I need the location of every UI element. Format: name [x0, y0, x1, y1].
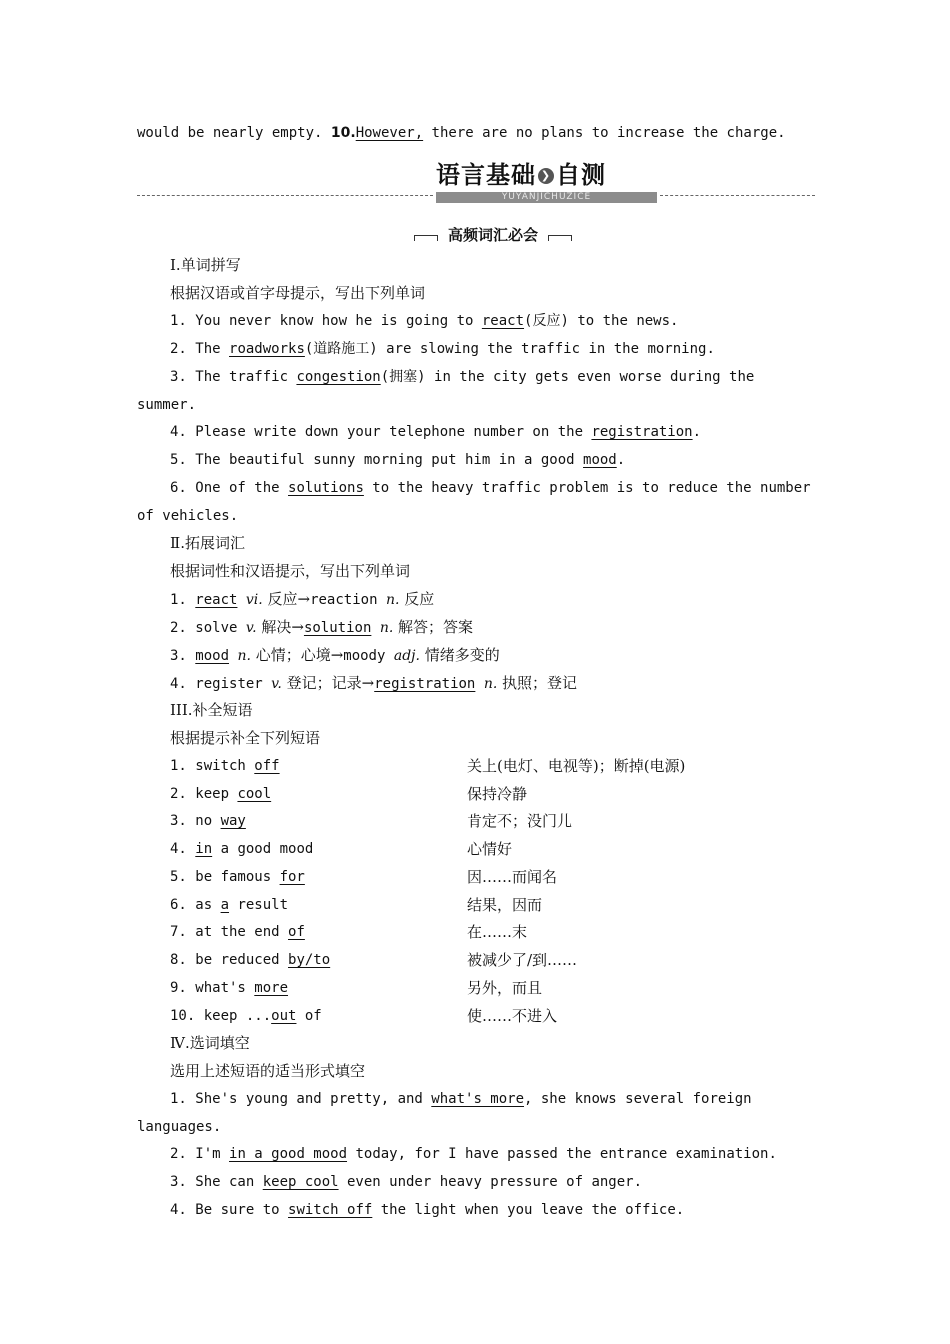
section-pinyin-bar: YUYANJICHUZICE — [436, 192, 657, 203]
section-4-instruction: 选用上述短语的适当形式填空 — [170, 1062, 366, 1080]
exercise-item: 3. The traffic congestion(拥塞) in the city gets even worse during the — [170, 369, 755, 385]
answer-blank: react — [195, 592, 238, 608]
answer-blank: registration — [591, 424, 693, 440]
phrase-meaning: 保持冷静 — [467, 785, 528, 803]
phrase-meaning: 关上(电灯、电视等)；断掉(电源) — [467, 757, 686, 775]
bracket-left-decoration — [414, 235, 438, 241]
answer-blank: of — [288, 924, 305, 940]
section-1-heading: Ⅰ.单词拼写 — [170, 256, 241, 274]
phrase-item: 10. keep ...out of — [170, 1008, 322, 1024]
vocab-item: 3. mood n. 心情；心境→moody adj. 情绪多变的 — [170, 646, 500, 664]
phrase-meaning: 因……而闻名 — [467, 868, 558, 886]
exercise-item: 2. The roadworks(道路施工) are slowing the traffic in the morning. — [170, 341, 715, 357]
answer-blank: way — [220, 813, 246, 829]
fill-in-item: 2. I'm in a good mood today, for I have passed the entrance examination. — [170, 1146, 777, 1162]
answer-blank: out — [271, 1008, 297, 1024]
vocab-item: 1. react vi. 反应→reaction n. 反应 — [170, 590, 435, 608]
answer-blank: a — [220, 897, 230, 913]
answer-blank: switch off — [288, 1202, 373, 1218]
answer-blank: solution — [303, 620, 372, 636]
phrase-item: 7. at the end of — [170, 924, 305, 940]
phrase-item: 3. no way — [170, 813, 246, 829]
phrase-meaning: 心情好 — [467, 840, 513, 858]
section-3-instruction: 根据提示补全下列短语 — [170, 729, 321, 747]
phrase-item: 8. be reduced by/to — [170, 952, 331, 968]
phrase-item: 4. in a good mood — [170, 841, 314, 857]
vocab-item: 4. register v. 登记；记录→registration n. 执照；登记 — [170, 674, 578, 692]
answer-blank: in a good mood — [229, 1146, 348, 1162]
answer-blank: roadworks — [229, 341, 305, 357]
phrase-meaning: 肯定不；没门儿 — [467, 812, 573, 830]
exercise-item: 5. The beautiful sunny morning put him in a good mood. — [170, 452, 626, 468]
chevron-right-icon: ❯ — [538, 168, 554, 184]
phrase-meaning: 使……不进入 — [467, 1007, 558, 1025]
answer-blank: for — [279, 869, 305, 885]
answer-blank: solutions — [288, 480, 364, 496]
carry-over-line: would be nearly empty. 10.However, there are no plans to increase the charge. — [137, 125, 786, 141]
exercise-item-continuation: of vehicles. — [137, 508, 239, 524]
phrase-item: 9. what's more — [170, 980, 289, 996]
section-title: 语言基础 ❯ 自测 — [436, 161, 606, 189]
answer-blank: registration — [374, 676, 476, 692]
answer-blank: by/to — [288, 952, 331, 968]
phrase-meaning: 结果，因而 — [467, 896, 543, 914]
section-3-heading: III.补全短语 — [170, 701, 253, 719]
answer-blank: off — [254, 758, 280, 774]
phrase-item: 6. as a result — [170, 897, 289, 913]
exercise-item-continuation: summer. — [137, 397, 197, 413]
fill-in-item: 3. She can keep cool even under heavy pressure of anger. — [170, 1174, 643, 1190]
exercise-item: 1. You never know how he is going to react(反应) to the news. — [170, 313, 679, 329]
answer-blank: congestion — [296, 369, 381, 385]
exercise-item: 4. Please write down your telephone number on the registration. — [170, 424, 702, 440]
phrase-meaning: 被减少了/到…… — [467, 951, 578, 969]
phrase-item: 2. keep cool — [170, 786, 272, 802]
section-4-heading: Ⅳ.选词填空 — [170, 1034, 250, 1052]
answer-blank: react — [481, 313, 525, 329]
header-divider-left — [137, 195, 433, 196]
section-2-instruction: 根据词性和汉语提示，写出下列单词 — [170, 562, 411, 580]
subsection-title: 高频词汇必会 — [414, 225, 572, 245]
answer-blank: keep cool — [262, 1174, 339, 1190]
exercise-item: 6. One of the solutions to the heavy traffic problem is to reduce the number — [170, 480, 811, 496]
vocab-item: 2. solve v. 解决→solution n. 解答；答案 — [170, 618, 474, 636]
section-1-instruction: 根据汉语或首字母提示，写出下列单词 — [170, 284, 426, 302]
answer-blank: However, — [355, 125, 424, 141]
answer-blank: in — [195, 841, 213, 857]
phrase-meaning: 另外，而且 — [467, 979, 543, 997]
phrase-item: 5. be famous for — [170, 869, 305, 885]
header-divider-right — [660, 195, 815, 196]
answer-blank: what's more — [431, 1091, 525, 1107]
answer-blank: more — [254, 980, 289, 996]
fill-in-item: 1. She's young and pretty, and what's more, she knows several foreign — [170, 1091, 752, 1107]
fill-in-item: 4. Be sure to switch off the light when you leave the office. — [170, 1202, 685, 1218]
answer-blank: cool — [237, 786, 272, 802]
fill-in-item-continuation: languages. — [137, 1119, 222, 1135]
phrase-meaning: 在……末 — [467, 923, 528, 941]
answer-blank: mood — [583, 452, 617, 468]
section-2-heading: Ⅱ.拓展词汇 — [170, 534, 245, 552]
phrase-item: 1. switch off — [170, 758, 280, 774]
answer-blank: mood — [195, 648, 230, 664]
bracket-right-decoration — [548, 235, 572, 241]
